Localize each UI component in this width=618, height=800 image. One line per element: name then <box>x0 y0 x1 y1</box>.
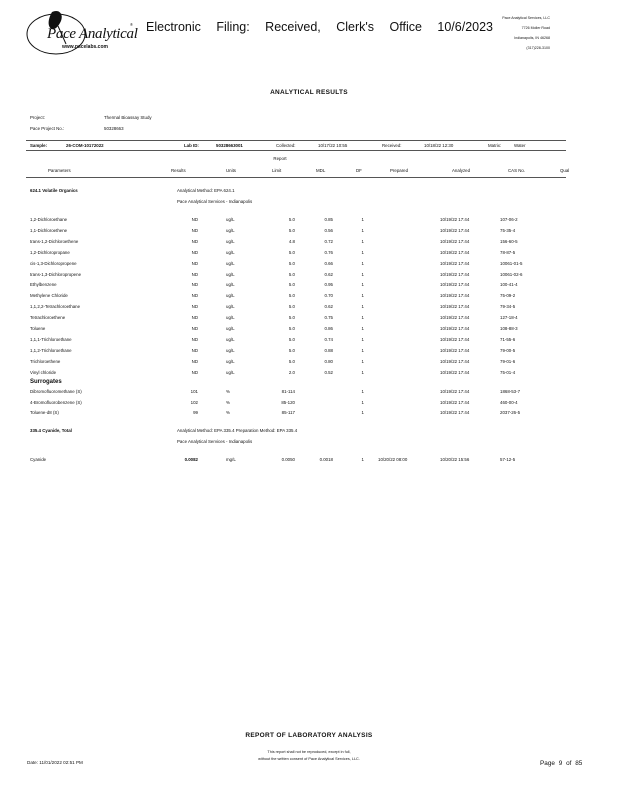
matrix-label: Matrix: <box>488 143 502 148</box>
cell-analyzed: 10/19/22 17:44 <box>440 238 470 244</box>
cell-report-limit: 5.0 <box>288 358 295 364</box>
cell-parameter: Vinyl chloride <box>30 369 57 375</box>
cell-result: ND <box>191 326 198 331</box>
col-report-limit-bottom: Limit <box>272 168 282 173</box>
cell-report-limit: 5.0 <box>288 315 295 321</box>
matrix-value: Water <box>514 143 526 148</box>
cell-report-limit: 5.0 <box>288 336 295 342</box>
cell-df: 1 <box>361 315 364 321</box>
cell-units: ug/L <box>226 315 235 321</box>
cell-result: ND <box>191 227 198 233</box>
cell-report-limit: 5.0 <box>288 227 295 233</box>
cell-analyzed: 10/19/22 17:44 <box>440 217 470 222</box>
cell-mdl: 0.95 <box>324 282 333 288</box>
cell-df: 1 <box>361 358 364 364</box>
cell-result: ND <box>191 304 198 310</box>
cell-df: 1 <box>361 304 364 310</box>
table-row <box>0 457 618 465</box>
cell-parameter: trans-1,2-Dichloroethene <box>30 238 79 244</box>
cell-parameter: Methylene Chloride <box>30 293 68 299</box>
cell-parameter: 1,1,2-Trichloroethane <box>30 347 72 353</box>
section-lab: Pace Analytical Services - Indianapolis <box>177 439 253 444</box>
cell-units: ug/L <box>226 227 235 233</box>
cell-parameter: Trichloroethene <box>30 358 61 364</box>
filing-stamp: Electronic Filing: Received, Clerk's Office 10/6/2023 <box>146 20 494 34</box>
cell-analyzed: 10/20/22 15:56 <box>440 457 470 462</box>
sample-label: Sample: <box>30 143 48 148</box>
footer-note <box>0 748 618 762</box>
cell-analyzed: 10/19/22 17:44 <box>440 315 470 321</box>
cell-cas-number: 2037-26-5 <box>500 410 521 415</box>
cell-analyzed: 10/19/22 17:44 <box>440 249 470 255</box>
table-row <box>0 304 618 312</box>
page-title: ANALYTICAL RESULTS <box>270 89 348 96</box>
cell-result: 101 <box>190 389 198 394</box>
lab-id-value: 50328663001 <box>216 143 243 148</box>
project-label: Project: <box>30 115 45 120</box>
cell-cas-number: 71-55-6 <box>500 336 516 342</box>
cell-analyzed: 10/19/22 17:44 <box>440 227 470 233</box>
table-row <box>0 389 618 397</box>
cell-parameter: 1,2-Dichloropropane <box>30 249 70 255</box>
cell-analyzed: 10/19/22 17:44 <box>440 336 470 342</box>
cell-units: % <box>226 399 230 405</box>
col-results: Results <box>171 168 186 173</box>
address-line: Indianapolis, IN 46268 <box>514 36 550 40</box>
col-cas: CAS No. <box>508 168 526 173</box>
cell-report-limit: 5.0 <box>288 249 295 255</box>
cell-cas-number: 156-60-5 <box>500 238 518 244</box>
cell-analyzed: 10/19/22 17:44 <box>440 399 470 405</box>
page-current: 9 <box>558 760 563 767</box>
cell-result: ND <box>191 260 198 266</box>
table-row <box>0 261 618 269</box>
cell-df: 1 <box>361 238 364 244</box>
cell-df: 1 <box>361 336 364 342</box>
col-report-limit-top: Report <box>273 156 287 161</box>
cell-units: ug/L <box>226 271 235 277</box>
col-df: DF <box>356 168 362 173</box>
report-date: Date: 11/01/2022 02:51 PM <box>27 760 83 765</box>
cell-cas-number: 100-41-4 <box>500 282 518 288</box>
cell-report-limit: 5.0 <box>288 347 295 353</box>
cell-report-limit: 5.0 <box>288 217 295 222</box>
section-name: 335.4 Cyanide, Total <box>30 428 72 433</box>
cell-mdl: 0.62 <box>324 271 333 277</box>
cell-parameter: trans-1,3-Dichloropropene <box>30 271 82 277</box>
table-row <box>0 250 618 258</box>
cell-result: ND <box>191 271 198 277</box>
page-of: of <box>566 760 572 767</box>
cell-mdl: 0.80 <box>324 358 333 364</box>
cell-df: 1 <box>361 457 364 462</box>
cell-result: ND <box>191 315 198 321</box>
cell-analyzed: 10/19/22 17:44 <box>440 326 470 331</box>
cell-units: ug/L <box>226 326 235 331</box>
cell-report-limit: 85-117 <box>281 410 295 415</box>
cell-cas-number: 79-00-5 <box>500 347 516 353</box>
table-row <box>0 359 618 367</box>
cell-prepared: 10/20/22 08:00 <box>378 457 408 462</box>
cell-units: ug/L <box>226 358 235 364</box>
cell-cas-number: 75-35-4 <box>500 227 516 233</box>
received-label: Received: <box>382 143 402 148</box>
cell-result: 0.0082 <box>184 457 198 462</box>
cell-report-limit: 5.0 <box>288 282 295 288</box>
section-name: 624.1 Volatile Organics <box>30 188 78 193</box>
cell-result: 99 <box>193 410 198 415</box>
surrogates-heading: Surrogates <box>30 379 62 385</box>
cell-df: 1 <box>361 326 364 331</box>
divider <box>26 140 566 141</box>
lab-id-label: Lab ID: <box>184 143 199 148</box>
cell-parameter: 1,1-Dichloroethene <box>30 227 68 233</box>
page-label: Page <box>540 760 555 767</box>
cell-report-limit: 5.0 <box>288 326 295 331</box>
table-row <box>0 370 618 378</box>
cell-analyzed: 10/19/22 17:44 <box>440 358 470 364</box>
cell-df: 1 <box>361 217 364 222</box>
cell-mdl: 0.75 <box>324 315 333 321</box>
cell-parameter: Cyanide <box>30 457 47 462</box>
table-row <box>0 410 618 418</box>
cell-report-limit: 85-120 <box>281 399 295 405</box>
cell-analyzed: 10/19/22 17:44 <box>440 293 470 299</box>
page-number <box>540 760 582 767</box>
page-total: 85 <box>575 760 583 767</box>
col-mdl: MDL <box>316 168 326 173</box>
collected-value: 10/17/22 10:55 <box>318 143 348 148</box>
cell-df: 1 <box>361 271 364 277</box>
cell-mdl: 0.72 <box>324 238 333 244</box>
table-row <box>0 217 618 225</box>
cell-analyzed: 10/19/22 17:44 <box>440 282 470 288</box>
cell-cas-number: 75-09-2 <box>500 293 516 299</box>
cell-units: % <box>226 389 230 394</box>
cell-mdl: 0.0018 <box>319 457 333 462</box>
section-method: Analytical Method: EPA 624.1 <box>177 188 235 193</box>
cell-mdl: 0.85 <box>324 217 333 222</box>
received-value: 10/18/22 12:30 <box>424 143 454 148</box>
cell-report-limit: 5.0 <box>288 260 295 266</box>
cell-analyzed: 10/19/22 17:44 <box>440 369 470 375</box>
cell-mdl: 0.62 <box>324 304 333 310</box>
table-row <box>0 293 618 301</box>
cell-cas-number: 79-34-5 <box>500 304 516 310</box>
cell-cas-number: 460-00-4 <box>500 399 518 405</box>
cell-analyzed: 10/19/22 17:44 <box>440 389 470 394</box>
cell-parameter: Toluene-d8 (S) <box>30 410 59 415</box>
section-lab: Pace Analytical Services - Indianapolis <box>177 199 253 204</box>
cell-report-limit: 5.0 <box>288 293 295 299</box>
cell-units: ug/L <box>226 304 235 310</box>
cell-mdl: 0.52 <box>324 369 333 375</box>
sample-value: 26-COM-10172022 <box>66 143 104 148</box>
footer-note-line: This report shall not be reproduced, except in full, <box>267 750 351 754</box>
cell-units: ug/L <box>226 260 235 266</box>
cell-mdl: 0.76 <box>324 249 333 255</box>
cell-cas-number: 107-06-2 <box>500 217 518 222</box>
cell-df: 1 <box>361 293 364 299</box>
cell-result: ND <box>191 358 198 364</box>
cell-units: ug/L <box>226 238 235 244</box>
table-row <box>0 337 618 345</box>
cell-mdl: 0.86 <box>324 326 333 331</box>
cell-cas-number: 1868-53-7 <box>500 389 521 394</box>
cell-parameter: 1,2-Dichloroethane <box>30 217 68 222</box>
cell-analyzed: 10/19/22 17:44 <box>440 271 470 277</box>
cell-df: 1 <box>361 282 364 288</box>
cell-report-limit: 4.8 <box>288 238 295 244</box>
lab-address <box>470 13 550 53</box>
cell-parameter: Ethylbenzene <box>30 282 57 288</box>
cell-analyzed: 10/19/22 17:44 <box>440 410 470 415</box>
cell-units: mg/L <box>226 457 236 462</box>
cell-result: ND <box>191 249 198 255</box>
logo-website: www.pacelabs.com <box>62 44 108 50</box>
cell-df: 1 <box>361 347 364 353</box>
cell-mdl: 0.66 <box>324 260 333 266</box>
table-row <box>0 239 618 247</box>
cell-result: ND <box>191 347 198 353</box>
cell-result: ND <box>191 282 198 288</box>
collected-label: Collected: <box>276 143 296 148</box>
cell-mdl: 0.74 <box>324 336 333 342</box>
cell-cas-number: 78-87-5 <box>500 249 516 255</box>
cell-units: ug/L <box>226 347 235 353</box>
cell-analyzed: 10/19/22 17:44 <box>440 260 470 266</box>
cell-result: ND <box>191 369 198 375</box>
project-no-value: 50328663 <box>104 126 124 131</box>
cell-report-limit: 81-114 <box>281 389 295 394</box>
cell-report-limit: 2.0 <box>288 369 295 375</box>
logo-trademark: ® <box>130 22 133 27</box>
cell-units: ug/L <box>226 336 235 342</box>
cell-df: 1 <box>361 260 364 266</box>
cell-cas-number: 79-01-6 <box>500 358 516 364</box>
cell-units: ug/L <box>226 293 235 299</box>
cell-df: 1 <box>361 249 364 255</box>
cell-mdl: 0.56 <box>324 227 333 233</box>
cell-parameter: cis-1,3-Dichloropropene <box>30 260 77 266</box>
table-row <box>0 228 618 236</box>
cell-result: ND <box>191 336 198 342</box>
cell-cas-number: 57-12-5 <box>500 457 516 462</box>
cell-report-limit: 5.0 <box>288 271 295 277</box>
cell-parameter: 1,1,1-Trichloroethane <box>30 336 72 342</box>
project-no-label: Pace Project No.: <box>30 126 65 131</box>
cell-result: 102 <box>190 399 198 405</box>
cell-cas-number: 127-18-4 <box>500 315 518 321</box>
cell-parameter: 4-Bromofluorobenzene (S) <box>30 399 82 405</box>
cell-result: ND <box>191 293 198 299</box>
address-line: (317)228-3100 <box>526 46 550 50</box>
table-row <box>0 400 618 408</box>
cell-cas-number: 108-88-3 <box>500 326 518 331</box>
cell-analyzed: 10/19/22 17:44 <box>440 304 470 310</box>
cell-df: 1 <box>361 227 364 233</box>
cell-result: ND <box>191 217 198 222</box>
col-parameters: Parameters <box>48 168 71 173</box>
table-row <box>0 348 618 356</box>
cell-cas-number: 10061-01-5 <box>500 260 523 266</box>
cell-analyzed: 10/19/22 17:44 <box>440 347 470 353</box>
section-method: Analytical Method: EPA 335.4 Preparation Method: EPA 335.4 <box>177 428 298 433</box>
table-row <box>0 315 618 323</box>
cell-units: ug/L <box>226 217 235 222</box>
project-value: Thermal Bioassay Study <box>104 115 152 120</box>
table-row <box>0 326 618 334</box>
cell-df: 1 <box>361 410 364 415</box>
footer-note-line: without the written consent of Pace Analytical Services, LLC. <box>258 757 360 761</box>
divider <box>26 150 566 151</box>
cell-report-limit: 0.0050 <box>281 457 295 462</box>
cell-df: 1 <box>361 399 364 405</box>
cell-cas-number: 10061-02-6 <box>500 271 523 277</box>
address-line: 7726 Moller Road <box>521 26 550 30</box>
table-row <box>0 272 618 280</box>
col-qual: Qual <box>560 168 570 173</box>
cell-parameter: 1,1,2,2-Tetrachloroethane <box>30 304 81 310</box>
col-units: Units <box>226 168 237 173</box>
col-analyzed: Analyzed <box>452 168 471 173</box>
divider <box>26 177 566 178</box>
cell-units: ug/L <box>226 369 235 375</box>
cell-result: ND <box>191 238 198 244</box>
cell-units: ug/L <box>226 282 235 288</box>
logo-text: Pace Analytical <box>47 26 138 42</box>
cell-df: 1 <box>361 389 364 394</box>
cell-df: 1 <box>361 369 364 375</box>
cell-units: % <box>226 410 230 415</box>
cell-units: ug/L <box>226 249 235 255</box>
col-prepared: Prepared <box>390 168 409 173</box>
cell-cas-number: 75-01-4 <box>500 369 516 375</box>
address-line: Pace Analytical Services, LLC <box>502 16 550 20</box>
footer-title: REPORT OF LABORATORY ANALYSIS <box>245 732 373 739</box>
cell-mdl: 0.70 <box>324 293 333 299</box>
cell-parameter: Tetrachloroethene <box>30 315 66 321</box>
table-row <box>0 282 618 290</box>
cell-parameter: Dibromofluoromethane (S) <box>30 389 82 394</box>
cell-parameter: Toluene <box>30 326 46 331</box>
cell-report-limit: 5.0 <box>288 304 295 310</box>
cell-mdl: 0.88 <box>324 347 333 353</box>
